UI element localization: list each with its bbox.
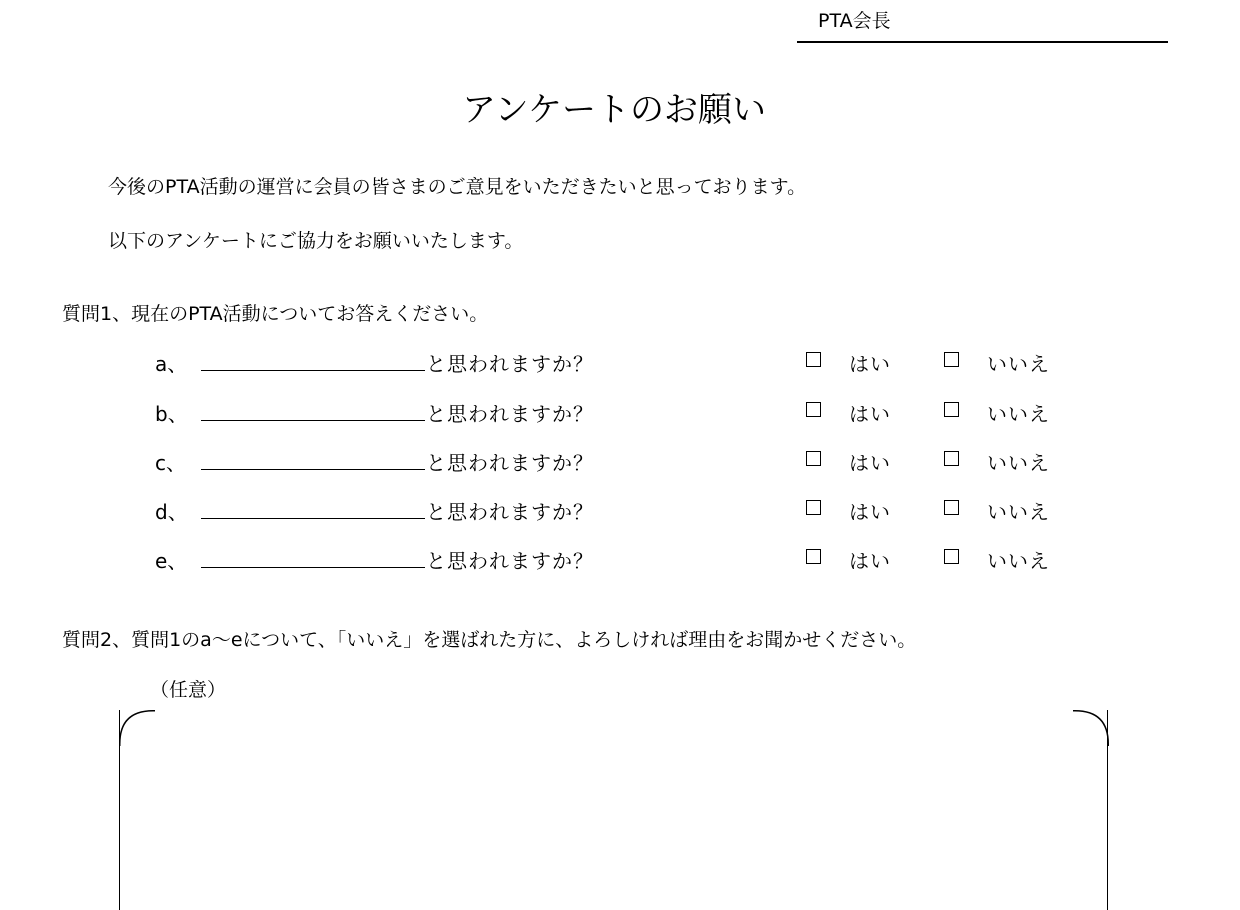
item-letter: b、 bbox=[155, 402, 188, 426]
fill-in-blank[interactable] bbox=[201, 518, 425, 519]
answer-box-top-right-corner bbox=[1073, 710, 1109, 746]
question-1-heading: 質問1、現在のPTA活動についてお答えください。 bbox=[62, 303, 489, 325]
no-label: いいえ bbox=[987, 451, 1050, 475]
no-label: いいえ bbox=[987, 500, 1050, 524]
no-checkbox[interactable] bbox=[944, 352, 959, 367]
fill-in-blank[interactable] bbox=[201, 567, 425, 568]
yes-label: はい bbox=[849, 500, 891, 524]
yes-checkbox[interactable] bbox=[806, 500, 821, 515]
yes-label: はい bbox=[849, 402, 891, 426]
item-letter: c、 bbox=[155, 451, 186, 475]
optional-note: （任意） bbox=[150, 679, 227, 701]
fill-in-blank[interactable] bbox=[201, 469, 425, 470]
item-letter: a、 bbox=[155, 352, 188, 376]
item-question-text: と思われますか？ bbox=[426, 352, 594, 376]
fill-in-blank[interactable] bbox=[201, 420, 425, 421]
item-letter: d、 bbox=[155, 500, 188, 524]
answer-box-top-left-corner bbox=[119, 710, 155, 746]
question-2-heading: 質問2、質問1のa～eについて、「いいえ」を選ばれた方に、よろしければ理由をお聞かせください。 bbox=[62, 629, 917, 651]
item-letter: e、 bbox=[155, 549, 188, 573]
no-checkbox[interactable] bbox=[944, 451, 959, 466]
yes-checkbox[interactable] bbox=[806, 352, 821, 367]
no-label: いいえ bbox=[987, 352, 1050, 376]
item-question-text: と思われますか？ bbox=[426, 549, 594, 573]
fill-in-blank[interactable] bbox=[201, 370, 425, 371]
yes-label: はい bbox=[849, 352, 891, 376]
document-title: アンケートのお願い bbox=[462, 90, 766, 130]
item-question-text: と思われますか？ bbox=[426, 500, 594, 524]
yes-label: はい bbox=[849, 451, 891, 475]
item-question-text: と思われますか？ bbox=[426, 451, 594, 475]
sender-label: PTA会長 bbox=[818, 10, 891, 32]
item-question-text: と思われますか？ bbox=[426, 402, 594, 426]
intro-line-2: 以下のアンケートにご協力をお願いいたします。 bbox=[108, 230, 524, 252]
no-checkbox[interactable] bbox=[944, 500, 959, 515]
no-checkbox[interactable] bbox=[944, 549, 959, 564]
yes-checkbox[interactable] bbox=[806, 402, 821, 417]
yes-checkbox[interactable] bbox=[806, 451, 821, 466]
no-label: いいえ bbox=[987, 402, 1050, 426]
intro-line-1: 今後のPTA活動の運営に会員の皆さまのご意見をいただきたいと思っております。 bbox=[108, 176, 807, 198]
answer-textarea[interactable] bbox=[119, 710, 1108, 910]
yes-label: はい bbox=[849, 549, 891, 573]
sender-signature-line bbox=[797, 41, 1168, 43]
no-label: いいえ bbox=[987, 549, 1050, 573]
no-checkbox[interactable] bbox=[944, 402, 959, 417]
yes-checkbox[interactable] bbox=[806, 549, 821, 564]
